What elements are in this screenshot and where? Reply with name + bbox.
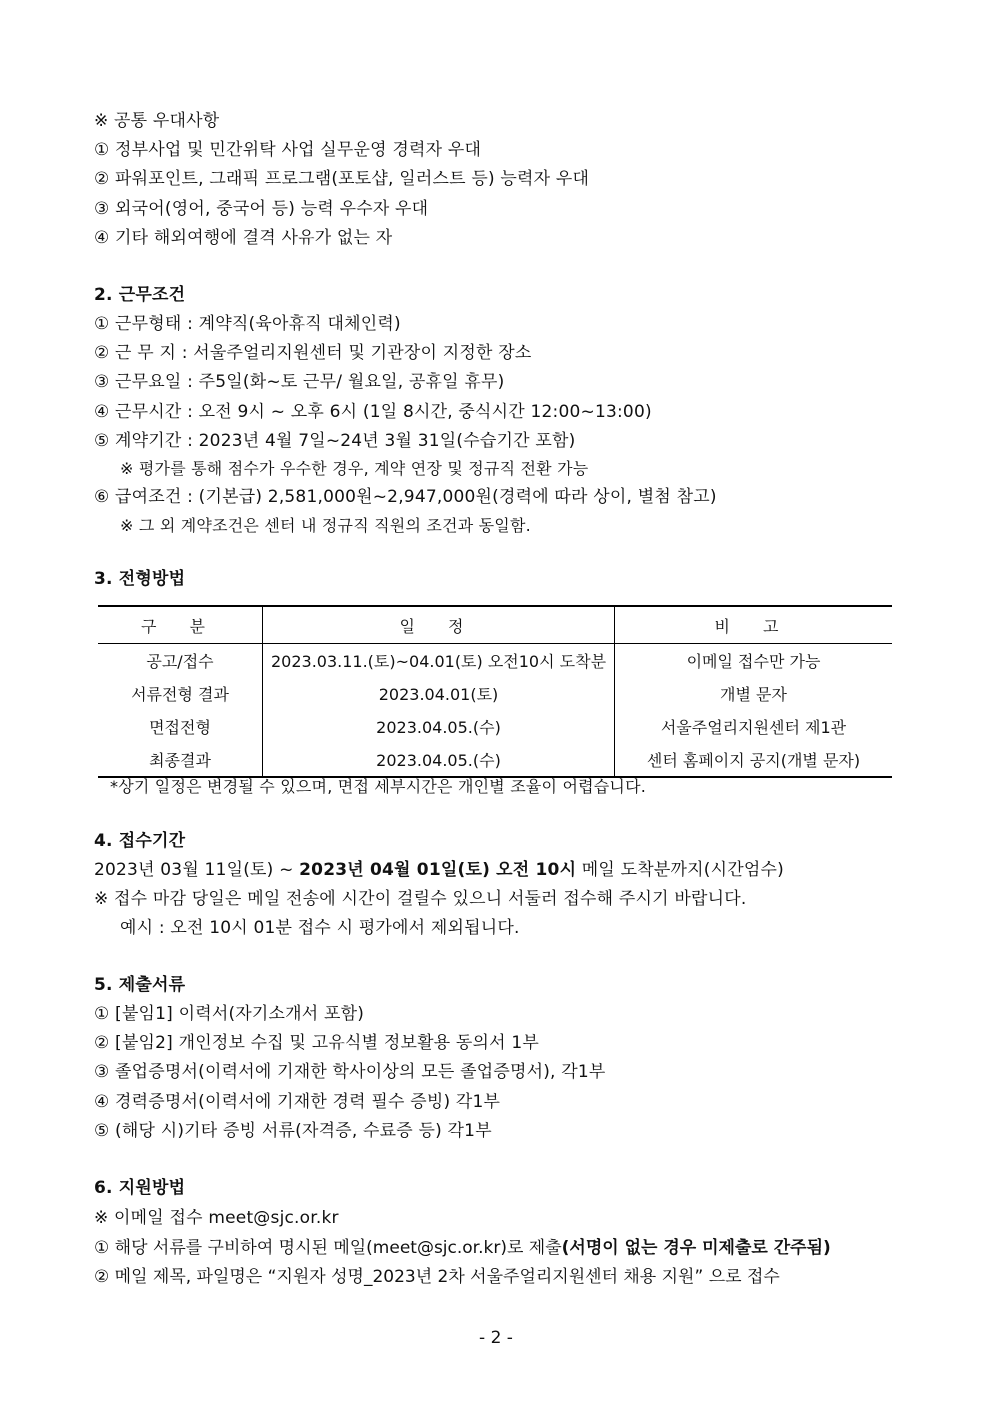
section-heading-conditions: 2. 근무조건 <box>94 285 186 305</box>
condition-item: ④ 근무시간 : 오전 9시 ~ 오후 6시 (1일 8시간, 중식시간 12:00~13:00) <box>94 402 652 422</box>
table-cell: 면접전형 <box>149 718 211 737</box>
document-item: ③ 졸업증명서(이력서에 기재한 학사이상의 모든 졸업증명서), 각1부 <box>94 1062 606 1082</box>
period-suffix: 메일 도착분까지(시간엄수) <box>576 860 784 880</box>
column-header: 일 정 <box>263 606 615 644</box>
document-item: ④ 경력증명서(이력서에 기재한 경력 필수 증빙) 각1부 <box>94 1092 501 1112</box>
table-cell: 공고/접수 <box>146 652 214 671</box>
apply-item1-text: ① 해당 서류를 구비하여 명시된 메일(meet@sjc.or.kr)로 제출 <box>94 1238 562 1258</box>
table-cell: 개별 문자 <box>615 677 893 710</box>
condition-item: ② 근 무 지 : 서울주얼리지원센터 및 기관장이 지정한 장소 <box>94 343 532 363</box>
apply-item <box>94 1236 831 1260</box>
period-line <box>94 858 784 882</box>
apply-item1-warning: (서명이 없는 경우 미제출로 간주됨) <box>561 1238 831 1258</box>
common-item: ③ 외국어(영어, 중국어 등) 능력 우수자 우대 <box>94 199 429 219</box>
condition-item: ③ 근무요일 : 주5일(화~토 근무/ 월요일, 공휴일 휴무) <box>94 372 505 392</box>
common-item: ① 정부사업 및 민간위탁 사업 실무운영 경력자 우대 <box>94 140 482 160</box>
column-header: 비 고 <box>615 606 893 644</box>
table-row <box>98 710 892 743</box>
period-example: 예시 : 오전 10시 01분 접수 시 평가에서 제외됩니다. <box>120 918 520 938</box>
section-heading-apply: 6. 지원방법 <box>94 1178 186 1198</box>
schedule-table <box>98 605 892 778</box>
table-cell: 2023.03.11.(토)~04.01(토) 오전10시 도착분 <box>263 644 615 678</box>
table-cell: 최종결과 <box>98 743 263 777</box>
table-header-row <box>98 606 892 644</box>
condition-item: ⑥ 급여조건 : (기본급) 2,581,000원~2,947,000원(경력에 따라 상이, 별첨 참고) <box>94 487 717 507</box>
period-note: ※ 접수 마감 당일은 메일 전송에 시간이 걸릴수 있으니 서둘러 접수해 주시기 바랍니다. <box>94 889 747 909</box>
table-cell: 2023.04.05.(수) <box>263 710 615 743</box>
period-start: 2023년 03월 11일(토) ~ <box>94 860 300 880</box>
document-item: ⑤ (해당 시)기타 증빙 서류(자격증, 수료증 등) 각1부 <box>94 1121 492 1141</box>
table-cell: 서울주얼리지원센터 제1관 <box>615 710 893 743</box>
condition-note: ※ 그 외 계약조건은 센터 내 정규직 직원의 조건과 동일함. <box>120 516 531 535</box>
table-cell: 2023.04.05.(수) <box>263 743 615 777</box>
column-header: 구 분 <box>98 606 263 644</box>
apply-email-line: ※ 이메일 접수 meet@sjc.or.kr <box>94 1208 339 1228</box>
document-item: ② [붙임2] 개인정보 수집 및 고유식별 정보활용 동의서 1부 <box>94 1033 540 1053</box>
document-item: ① [붙임1] 이력서(자기소개서 포함) <box>94 1004 365 1024</box>
table-cell: 2023.04.01(토) <box>263 677 615 710</box>
apply-item: ② 메일 제목, 파일명은 “지원자 성명_2023년 2차 서울주얼리지원센터 채용 지원” 으로 접수 <box>94 1267 780 1287</box>
table-cell: 서류전형 결과 <box>131 685 229 704</box>
common-title: ※ 공통 우대사항 <box>94 111 220 131</box>
section-heading-selection: 3. 전형방법 <box>94 569 186 589</box>
section-heading-documents: 5. 제출서류 <box>94 975 186 995</box>
table-row <box>98 677 892 710</box>
condition-note: ※ 평가를 통해 점수가 우수한 경우, 계약 연장 및 정규직 전환 가능 <box>120 459 589 478</box>
condition-item: ① 근무형태 : 계약직(육아휴직 대체인력) <box>94 314 401 334</box>
table-cell: 이메일 접수만 가능 <box>615 644 893 678</box>
table-cell: 센터 홈페이지 공지(개별 문자) <box>615 743 893 777</box>
condition-item: ⑤ 계약기간 : 2023년 4월 7일~24년 3월 31일(수습기간 포함) <box>94 431 576 451</box>
period-deadline: 2023년 04월 01일(토) 오전 10시 <box>299 860 577 880</box>
table-row <box>98 743 892 777</box>
common-item: ④ 기타 해외여행에 결격 사유가 없는 자 <box>94 228 393 248</box>
common-item: ② 파워포인트, 그래픽 프로그램(포토샵, 일러스트 등) 능력자 우대 <box>94 169 590 189</box>
page-number: - 2 - <box>479 1328 513 1348</box>
section-heading-period: 4. 접수기간 <box>94 831 186 851</box>
schedule-footnote: *상기 일정은 변경될 수 있으며, 면접 세부시간은 개인별 조율이 어렵습니다. <box>110 777 647 796</box>
table-row <box>98 644 892 678</box>
